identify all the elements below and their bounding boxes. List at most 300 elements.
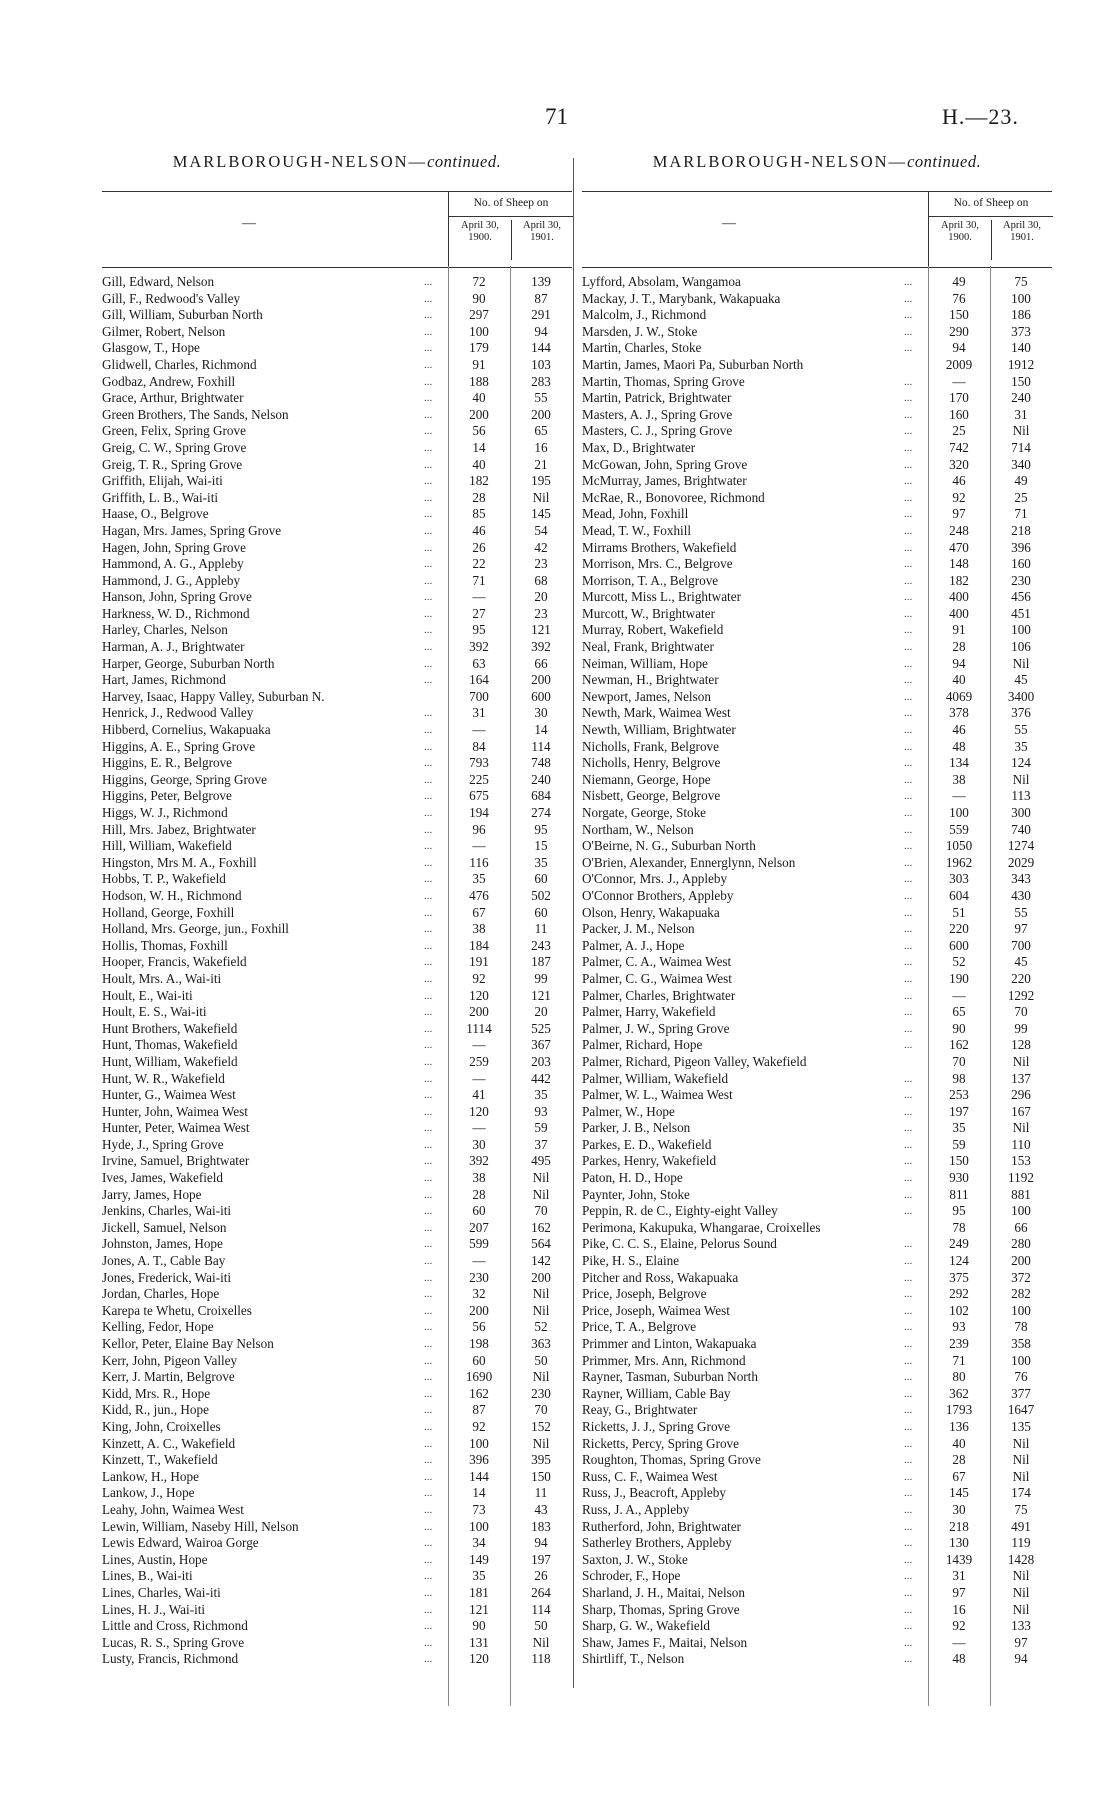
table-row xyxy=(582,888,1052,905)
sheep-1900: 793 xyxy=(469,755,489,771)
sheep-1901: 1912 xyxy=(1007,356,1035,372)
table-row xyxy=(582,1170,1052,1187)
sheep-1901: 25 xyxy=(1014,489,1028,505)
sheep-1900: 49 xyxy=(952,274,966,289)
table-row xyxy=(582,855,1052,872)
sheep-1901: 564 xyxy=(531,1236,551,1252)
sheep-1901: 451 xyxy=(1011,605,1031,621)
sheep-1900: 191 xyxy=(469,954,489,970)
owner-name: Pitcher and Ross, Wakapuaka xyxy=(582,1269,739,1285)
dot-leader: ... xyxy=(904,840,913,853)
sheep-1901: 106 xyxy=(1011,639,1031,655)
owner-name: Malcolm, J., Richmond xyxy=(582,307,707,323)
sheep-1900: 31 xyxy=(472,705,486,721)
sheep-1901: 197 xyxy=(531,1551,551,1567)
dot-leader: ... xyxy=(424,375,433,388)
sheep-1900: 14 xyxy=(472,1485,486,1501)
table-row xyxy=(582,988,1052,1005)
table-row xyxy=(582,374,1052,391)
sheep-1900: 164 xyxy=(469,672,489,688)
sheep-1901: 100 xyxy=(1011,290,1031,306)
table-row xyxy=(102,1519,572,1536)
owner-name: Harman, A. J., Brightwater xyxy=(102,639,245,655)
dot-leader: ... xyxy=(424,1653,433,1666)
table-row xyxy=(102,1120,572,1137)
table-row xyxy=(102,1469,572,1486)
sheep-1901: 1274 xyxy=(1007,838,1035,854)
sheep-1901: 128 xyxy=(1011,1037,1031,1053)
table-row xyxy=(102,407,572,424)
sheep-1901: 740 xyxy=(1011,821,1031,837)
column-title xyxy=(582,152,1052,172)
sheep-1901: 59 xyxy=(534,1120,548,1136)
table-row xyxy=(102,1253,572,1270)
sheep-1901: 377 xyxy=(1011,1385,1031,1401)
dot-leader: ... xyxy=(424,558,433,571)
table-row xyxy=(582,689,1052,706)
table-row xyxy=(582,440,1052,457)
sheep-1900: 90 xyxy=(952,1020,966,1036)
dot-leader: ... xyxy=(424,1454,433,1467)
dot-leader: ... xyxy=(424,1570,433,1583)
table-row xyxy=(102,1087,572,1104)
owner-name: Palmer, W. L., Waimea West xyxy=(582,1087,733,1103)
sheep-1900: 184 xyxy=(469,937,489,953)
dot-leader: ... xyxy=(424,1338,433,1350)
table-row xyxy=(102,1236,572,1253)
sheep-1900: 35 xyxy=(952,1120,966,1136)
sheep-1901: 153 xyxy=(1011,1153,1031,1169)
header-april-1900: April 30, 1900. xyxy=(929,220,992,260)
owner-name: Hunter, Peter, Waimea West xyxy=(102,1120,250,1136)
sheep-1901: 140 xyxy=(1011,340,1031,356)
sheep-1900: — xyxy=(952,1634,966,1650)
table-row xyxy=(102,1651,572,1668)
sheep-1900: 198 xyxy=(469,1336,489,1351)
dot-leader: ... xyxy=(904,939,913,952)
owner-name: Max, D., Brightwater xyxy=(582,439,696,455)
table-row xyxy=(102,705,572,722)
dot-leader: ... xyxy=(904,524,913,537)
sheep-1901: 87 xyxy=(534,290,548,306)
dot-leader: ... xyxy=(424,657,433,670)
dot-leader: ... xyxy=(904,923,913,936)
sheep-1900: 65 xyxy=(952,1004,966,1020)
sheep-1900: 31 xyxy=(952,1568,966,1584)
sheep-1901: 26 xyxy=(534,1568,548,1584)
sheep-1900: 35 xyxy=(472,1568,486,1584)
sheep-1901: 430 xyxy=(1011,887,1031,903)
owner-name: Mirrams Brothers, Wakefield xyxy=(582,539,737,555)
owner-name: O'Brien, Alexander, Ennerglynn, Nelson xyxy=(582,854,796,870)
table-row xyxy=(582,357,1052,374)
owner-name: Morrison, T. A., Belgrove xyxy=(582,572,719,588)
owner-name: Masters, A. J., Spring Grove xyxy=(582,406,733,422)
table-row xyxy=(582,1519,1052,1536)
sheep-1901: 75 xyxy=(1014,1501,1028,1517)
sheep-1900: 46 xyxy=(952,473,966,489)
owner-name: Morrison, Mrs. C., Belgrove xyxy=(582,556,733,572)
sheep-1901: 70 xyxy=(534,1402,548,1418)
owner-name: Palmer, Charles, Brightwater xyxy=(582,987,736,1003)
owner-name: Jenkins, Charles, Wai-iti xyxy=(102,1203,232,1219)
dot-leader: ... xyxy=(424,1122,433,1135)
dot-leader: ... xyxy=(904,740,913,753)
sheep-1900: — xyxy=(952,788,966,804)
sheep-1900: 59 xyxy=(952,1136,966,1152)
table-row xyxy=(102,1187,572,1204)
header-blank-dash: — xyxy=(242,216,256,231)
table-row xyxy=(582,1419,1052,1436)
sheep-1900: 26 xyxy=(472,539,486,555)
sheep-1901: 60 xyxy=(534,871,548,887)
table-row xyxy=(582,1303,1052,1320)
dot-leader: ... xyxy=(424,1603,433,1616)
table-row xyxy=(582,1253,1052,1270)
sheep-1901: 100 xyxy=(1011,622,1031,638)
dot-leader: ... xyxy=(424,956,433,969)
owner-name: Nicholls, Frank, Belgrove xyxy=(582,738,719,754)
table-row xyxy=(582,423,1052,440)
dot-leader: ... xyxy=(424,906,433,919)
sheep-1900: 148 xyxy=(949,556,969,572)
sheep-1901: 52 xyxy=(534,1319,548,1335)
sheep-1900: 930 xyxy=(949,1170,969,1186)
sheep-1900: 144 xyxy=(469,1468,489,1484)
sheep-1901: 230 xyxy=(1011,572,1031,588)
sheep-1900: 207 xyxy=(469,1219,489,1235)
dot-leader: ... xyxy=(424,773,433,786)
table-row xyxy=(582,540,1052,557)
sheep-1900: 160 xyxy=(949,406,969,422)
owner-name: King, John, Croixelles xyxy=(102,1418,221,1434)
sheep-1900: 170 xyxy=(949,390,969,406)
sheep-1901: 35 xyxy=(1014,738,1028,754)
owner-name: Rutherford, John, Brightwater xyxy=(582,1518,741,1534)
sheep-1901: 363 xyxy=(531,1336,551,1351)
sheep-1901: 68 xyxy=(534,572,548,588)
sheep-1901: 16 xyxy=(534,439,548,455)
sheep-1901: 70 xyxy=(1014,1004,1028,1020)
dot-leader: ... xyxy=(424,624,433,637)
sheep-count-label: No. of Sheep on xyxy=(473,197,549,209)
dot-leader: ... xyxy=(904,309,913,322)
sheep-1901: Nil xyxy=(1012,1568,1030,1584)
owner-name: Hunt Brothers, Wakefield xyxy=(102,1020,238,1036)
table-row xyxy=(102,739,572,756)
owner-name: Gill, Edward, Nelson xyxy=(102,274,215,289)
sheep-1900: 80 xyxy=(952,1369,966,1385)
sheep-1901: 119 xyxy=(1011,1535,1031,1551)
table-row xyxy=(582,573,1052,590)
sheep-1901: 135 xyxy=(1011,1418,1031,1434)
dot-leader: ... xyxy=(904,1420,913,1433)
sheep-1900: 100 xyxy=(469,1518,489,1534)
sheep-1901: 94 xyxy=(534,1535,548,1551)
owner-name: Palmer, W., Hope xyxy=(582,1103,675,1119)
sheep-1900: 303 xyxy=(949,871,969,887)
sheep-1901: 124 xyxy=(1011,755,1031,771)
owner-name: Martin, James, Maori Pa, Suburban North xyxy=(582,356,804,372)
dot-leader: ... xyxy=(424,574,433,587)
dot-leader: ... xyxy=(904,1105,913,1118)
owner-name: Reay, G., Brightwater xyxy=(582,1402,698,1418)
owner-name: Little and Cross, Richmond xyxy=(102,1618,248,1634)
left-column xyxy=(102,146,572,1706)
table-row xyxy=(102,1336,572,1353)
sheep-1901: Nil xyxy=(532,489,550,505)
dot-leader: ... xyxy=(424,757,433,770)
sheep-1901: 45 xyxy=(1014,672,1028,688)
owner-name: Hibberd, Cornelius, Wakapuaka xyxy=(102,722,271,738)
owner-name: Lankow, J., Hope xyxy=(102,1485,195,1501)
sheep-1900: 179 xyxy=(469,340,489,356)
sheep-1900: 182 xyxy=(469,473,489,489)
sheep-1900: 90 xyxy=(472,290,486,306)
sheep-1900: 52 xyxy=(952,954,966,970)
sheep-1901: Nil xyxy=(1012,771,1030,787)
dot-leader: ... xyxy=(424,840,433,853)
sheep-1901: 748 xyxy=(531,755,551,771)
sheep-1900: 78 xyxy=(952,1219,966,1235)
dot-leader: ... xyxy=(904,1586,913,1599)
sheep-1901: 35 xyxy=(534,854,548,870)
owner-name: Jickell, Samuel, Nelson xyxy=(102,1219,227,1235)
sheep-1900: 470 xyxy=(949,539,969,555)
dot-leader: ... xyxy=(904,724,913,737)
sheep-1900: 362 xyxy=(949,1385,969,1401)
table-row xyxy=(102,606,572,623)
sheep-1900: 378 xyxy=(949,705,969,721)
sheep-1901: Nil xyxy=(1012,655,1030,671)
owner-name: Palmer, Richard, Pigeon Valley, Wakefield xyxy=(582,1053,807,1069)
sheep-1900: 38 xyxy=(472,1170,486,1186)
table-row xyxy=(582,340,1052,357)
owner-name: Primmer and Linton, Wakapuaka xyxy=(582,1336,757,1351)
sheep-1901: 23 xyxy=(534,605,548,621)
sheep-1900: 92 xyxy=(952,489,966,505)
owner-name: Hoult, Mrs. A., Wai-iti xyxy=(102,970,222,986)
sheep-1901: 93 xyxy=(534,1103,548,1119)
sheep-1901: 50 xyxy=(534,1352,548,1368)
sheep-1900: 396 xyxy=(469,1452,489,1468)
table-row xyxy=(102,340,572,357)
sheep-1900: 38 xyxy=(952,771,966,787)
dot-leader: ... xyxy=(904,342,913,355)
sheep-1901: 35 xyxy=(534,1087,548,1103)
owner-name: Gill, F., Redwood's Valley xyxy=(102,290,241,306)
owner-name: Mead, T. W., Foxhill xyxy=(582,522,692,538)
sheep-1900: 476 xyxy=(469,887,489,903)
owner-name: Hunt, W. R., Wakefield xyxy=(102,1070,225,1086)
sheep-1901: 150 xyxy=(1011,373,1031,389)
sheep-1900: 92 xyxy=(472,970,486,986)
sheep-1900: 121 xyxy=(469,1601,489,1617)
sheep-1900: 1050 xyxy=(945,838,973,854)
dot-leader: ... xyxy=(904,1205,913,1218)
dot-leader: ... xyxy=(904,906,913,919)
table-row xyxy=(102,523,572,540)
dot-leader: ... xyxy=(424,740,433,753)
dot-leader: ... xyxy=(424,1205,433,1218)
owner-name: Palmer, A. J., Hope xyxy=(582,937,685,953)
dot-leader: ... xyxy=(904,1304,913,1317)
dot-leader: ... xyxy=(904,1437,913,1450)
table-row xyxy=(102,1436,572,1453)
sheep-1900: 1439 xyxy=(945,1551,973,1567)
owner-name: Niemann, George, Hope xyxy=(582,771,711,787)
owner-name: Higgins, E. R., Belgrove xyxy=(102,755,233,771)
owner-name: Kinzett, T., Wakefield xyxy=(102,1452,218,1468)
sheep-1900: 60 xyxy=(472,1203,486,1219)
sheep-count-header xyxy=(448,192,573,267)
dot-leader: ... xyxy=(904,807,913,819)
sheep-1900: 253 xyxy=(949,1087,969,1103)
sheep-1901: Nil xyxy=(532,1170,550,1186)
sheep-1900: — xyxy=(472,1120,486,1136)
sheep-1901: 145 xyxy=(531,506,551,522)
sheep-1901: Nil xyxy=(532,1634,550,1650)
table-row xyxy=(582,1535,1052,1552)
dot-leader: ... xyxy=(424,1238,433,1251)
owner-name: Ives, James, Wakefield xyxy=(102,1170,224,1186)
sheep-1901: 502 xyxy=(531,887,551,903)
dot-leader: ... xyxy=(904,1238,913,1251)
table-row xyxy=(102,672,572,689)
sheep-1900: 599 xyxy=(469,1236,489,1252)
table-row xyxy=(102,788,572,805)
sheep-1901: 187 xyxy=(531,954,551,970)
owner-name: Henrick, J., Redwood Valley xyxy=(102,705,254,721)
sheep-1900: 400 xyxy=(949,589,969,605)
owner-name: Lewin, William, Naseby Hill, Nelson xyxy=(102,1518,299,1534)
owner-name: Parkes, E. D., Wakefield xyxy=(582,1136,712,1152)
table-row xyxy=(102,390,572,407)
dot-leader: ... xyxy=(904,1271,913,1284)
owner-name: Jones, A. T., Cable Bay xyxy=(102,1253,226,1269)
table-row xyxy=(582,291,1052,308)
owner-name: Northam, W., Nelson xyxy=(582,821,694,837)
owner-name: Griffith, L. B., Wai-iti xyxy=(102,489,219,505)
owner-name: Lucas, R. S., Spring Grove xyxy=(102,1634,245,1650)
table-row xyxy=(102,1369,572,1386)
sheep-1901: 395 xyxy=(531,1452,551,1468)
owner-name: Roughton, Thomas, Spring Grove xyxy=(582,1452,761,1468)
sheep-1901: 174 xyxy=(1011,1485,1031,1501)
table-row xyxy=(582,1602,1052,1619)
table-row xyxy=(582,1386,1052,1403)
table-row xyxy=(582,490,1052,507)
owner-name: Martin, Charles, Stoke xyxy=(582,340,702,356)
sheep-1901: 200 xyxy=(531,672,551,688)
table-row xyxy=(102,938,572,955)
dot-leader: ... xyxy=(904,1603,913,1616)
header-april-1901: April 30, 1901. xyxy=(1003,220,1041,243)
sheep-1900: 188 xyxy=(469,373,489,389)
dot-leader: ... xyxy=(904,591,913,604)
owner-name: Kerr, J. Martin, Belgrove xyxy=(102,1369,235,1385)
table-row xyxy=(102,1602,572,1619)
owner-name: Shaw, James F., Maitai, Nelson xyxy=(582,1634,748,1650)
owner-name: Palmer, C. A., Waimea West xyxy=(582,954,732,970)
table-row xyxy=(102,1104,572,1121)
owner-name: Hoult, E. S., Wai-iti xyxy=(102,1004,207,1020)
dot-leader: ... xyxy=(904,1155,913,1168)
owner-name: Lewis Edward, Wairoa Gorge xyxy=(102,1535,259,1551)
dot-leader: ... xyxy=(424,475,433,488)
table-row xyxy=(582,1153,1052,1170)
dot-leader: ... xyxy=(904,1321,913,1334)
sheep-1901: 372 xyxy=(1011,1269,1031,1285)
owner-name: Price, Joseph, Waimea West xyxy=(582,1302,730,1318)
sheep-1901: 343 xyxy=(1011,871,1031,887)
owner-name: Martin, Patrick, Brightwater xyxy=(582,390,732,406)
dot-leader: ... xyxy=(904,1570,913,1583)
owner-name: Russ, J. A., Appleby xyxy=(582,1501,690,1517)
dot-leader: ... xyxy=(904,1503,913,1516)
sheep-1900: 559 xyxy=(949,821,969,837)
sheep-1901: Nil xyxy=(1012,1468,1030,1484)
sheep-1900: 297 xyxy=(469,307,489,323)
table-row xyxy=(582,274,1052,291)
dot-leader: ... xyxy=(424,790,433,803)
dot-leader: ... xyxy=(424,972,433,985)
sheep-1900: 225 xyxy=(469,771,489,787)
sheep-1900: 25 xyxy=(952,423,966,439)
table-row xyxy=(102,988,572,1005)
dot-leader: ... xyxy=(424,1470,433,1483)
sheep-1900: 320 xyxy=(949,456,969,472)
sheep-1901: 203 xyxy=(531,1053,551,1069)
owner-name: Pike, H. S., Elaine xyxy=(582,1253,680,1269)
sheep-1900: 182 xyxy=(949,572,969,588)
sheep-1900: 292 xyxy=(949,1286,969,1302)
sheep-1900: 150 xyxy=(949,307,969,323)
table-row xyxy=(102,971,572,988)
dot-leader: ... xyxy=(424,939,433,952)
table-row xyxy=(102,855,572,872)
owner-name: Palmer, Richard, Hope xyxy=(582,1037,703,1053)
dot-leader: ... xyxy=(424,807,433,819)
sheep-1900: 116 xyxy=(469,854,489,870)
dot-leader: ... xyxy=(904,1537,913,1550)
table-row xyxy=(102,838,572,855)
sheep-1901: 20 xyxy=(534,589,548,605)
table-row xyxy=(102,1502,572,1519)
table-row xyxy=(102,490,572,507)
sheep-1901: 76 xyxy=(1014,1369,1028,1385)
sheep-1900: 375 xyxy=(949,1269,969,1285)
sheep-1901: 99 xyxy=(1014,1020,1028,1036)
owner-name: Gilmer, Robert, Nelson xyxy=(102,323,226,339)
sheep-1901: 60 xyxy=(534,904,548,920)
sheep-1900: 98 xyxy=(952,1070,966,1086)
table-row xyxy=(102,1270,572,1287)
sheep-1901: 280 xyxy=(1011,1236,1031,1252)
dot-leader: ... xyxy=(904,956,913,969)
sheep-1901: 114 xyxy=(531,738,551,754)
owner-name: Olson, Henry, Wakapuaka xyxy=(582,904,720,920)
owner-name: Murcott, W., Brightwater xyxy=(582,605,715,621)
sheep-1901: Nil xyxy=(1012,423,1030,439)
sheep-1901: 142 xyxy=(531,1253,551,1269)
sheep-1900: 200 xyxy=(469,1004,489,1020)
owner-name: Lankow, H., Hope xyxy=(102,1468,199,1484)
dot-leader: ... xyxy=(424,1487,433,1500)
sheep-1901: 525 xyxy=(531,1020,551,1036)
sheep-1900: 48 xyxy=(952,1651,966,1667)
sheep-1901: 218 xyxy=(1011,522,1031,538)
